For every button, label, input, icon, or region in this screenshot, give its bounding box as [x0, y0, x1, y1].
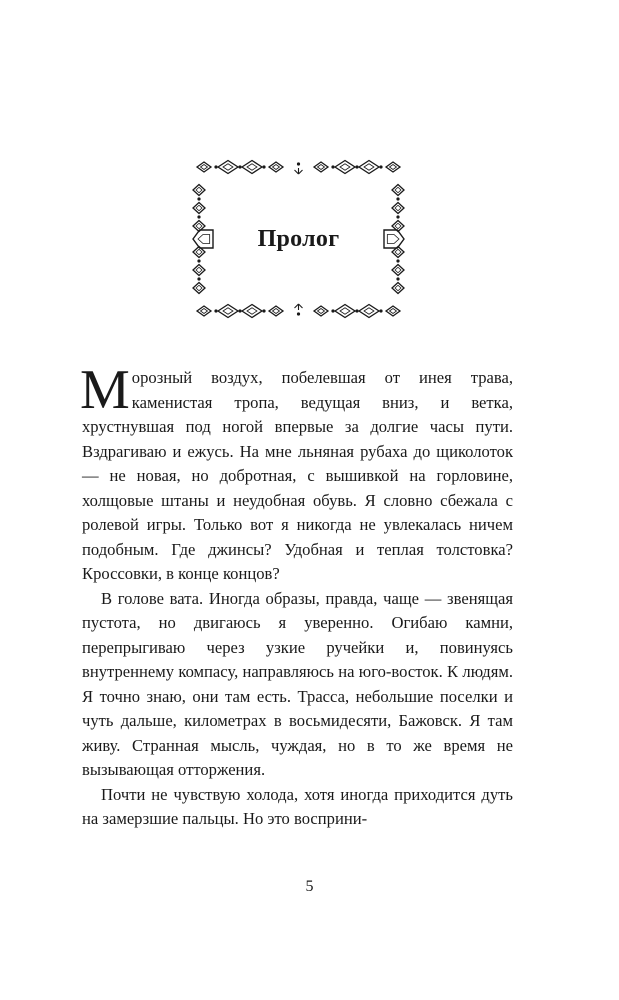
gem-ornament [193, 185, 205, 196]
paragraph-3: Почти не чувствую холода, хотя иногда приходится дуть на замерзшие пальцы. Но это восприни- [82, 784, 513, 828]
gem-ornament [314, 306, 328, 316]
gem-ornament [392, 185, 404, 196]
gem-ornament [392, 203, 404, 214]
dot-ornament [214, 309, 217, 312]
gem-ornament [392, 265, 404, 276]
dot-ornament [214, 165, 217, 168]
dot-ornament [297, 312, 300, 315]
gem-ornament [269, 306, 283, 316]
gem-ornament [242, 161, 262, 174]
body-text [80, 359, 513, 832]
dot-ornament [355, 165, 358, 168]
page-number: 5 [305, 878, 314, 895]
dot-ornament [331, 165, 334, 168]
dot-ornament [238, 165, 241, 168]
gem-ornament [218, 305, 238, 318]
spark-ornament [295, 304, 303, 310]
dot-ornament [238, 309, 241, 312]
paragraph-1 [80, 359, 513, 587]
gem-ornament [386, 162, 400, 172]
dot-ornament [197, 259, 200, 262]
dot-ornament [262, 309, 265, 312]
gem-ornament [193, 265, 205, 276]
dot-ornament [396, 259, 399, 262]
dot-ornament [396, 277, 399, 280]
gem-ornament [197, 162, 211, 172]
gem-ornament [269, 162, 283, 172]
dot-ornament [331, 309, 334, 312]
dot-ornament [297, 162, 300, 165]
paragraph-2: В голове вата. Иногда образы, правда, чаще — звенящая пустота, но двигаюсь я уверенно. Огибаю камни, перепрыгиваю через узкие ручейки и, повинуясь внутреннему компасу, направляюсь на юго-восток. К людям. Я точно знаю, они там есть. Трасса, небольшие поселки и чуть дальше, километрах в восьмидесяти, Бажовск. Я там живу. Странная мысль, чуждая, но в то же время не вызывающая отторжения. [82, 588, 513, 779]
paragraph-1-text: орозный воздух, побелевшая от инея трава, каменистая тропа, ведущая вниз, и ветка, хрустнувшая под ногой впервые за долгие часы пути. Вздрагиваю и ежусь. На мне льняная рубаха до щиколоток — не новая, но добротная, с вышивкой на горловине, холщовые штаны и неудобная обувь. Я словно сбежала с ролевой игры. Только вот я никогда не увлекалась ничем подобным. Где джинсы? Удобная и теплая толстовка? Кроссовки, в конце концов? [82, 368, 513, 583]
gem-ornament [359, 305, 379, 318]
dot-ornament [379, 309, 382, 312]
gem-ornament [193, 203, 205, 214]
gem-ornament [335, 161, 355, 174]
dot-ornament [379, 165, 382, 168]
gem-ornament [197, 306, 211, 316]
chapter-title: Пролог [257, 226, 340, 252]
dot-ornament [355, 309, 358, 312]
gem-ornament [218, 161, 238, 174]
drop-cap: М [80, 359, 130, 421]
gem-ornament [193, 283, 205, 294]
gem-ornament [392, 283, 404, 294]
gem-ornament [335, 305, 355, 318]
gem-ornament [359, 161, 379, 174]
dot-ornament [262, 165, 265, 168]
dot-ornament [396, 197, 399, 200]
dot-ornament [197, 197, 200, 200]
spark-ornament [295, 168, 303, 174]
gem-ornament [242, 305, 262, 318]
dot-ornament [197, 277, 200, 280]
gem-ornament [314, 162, 328, 172]
gem-ornament [386, 306, 400, 316]
